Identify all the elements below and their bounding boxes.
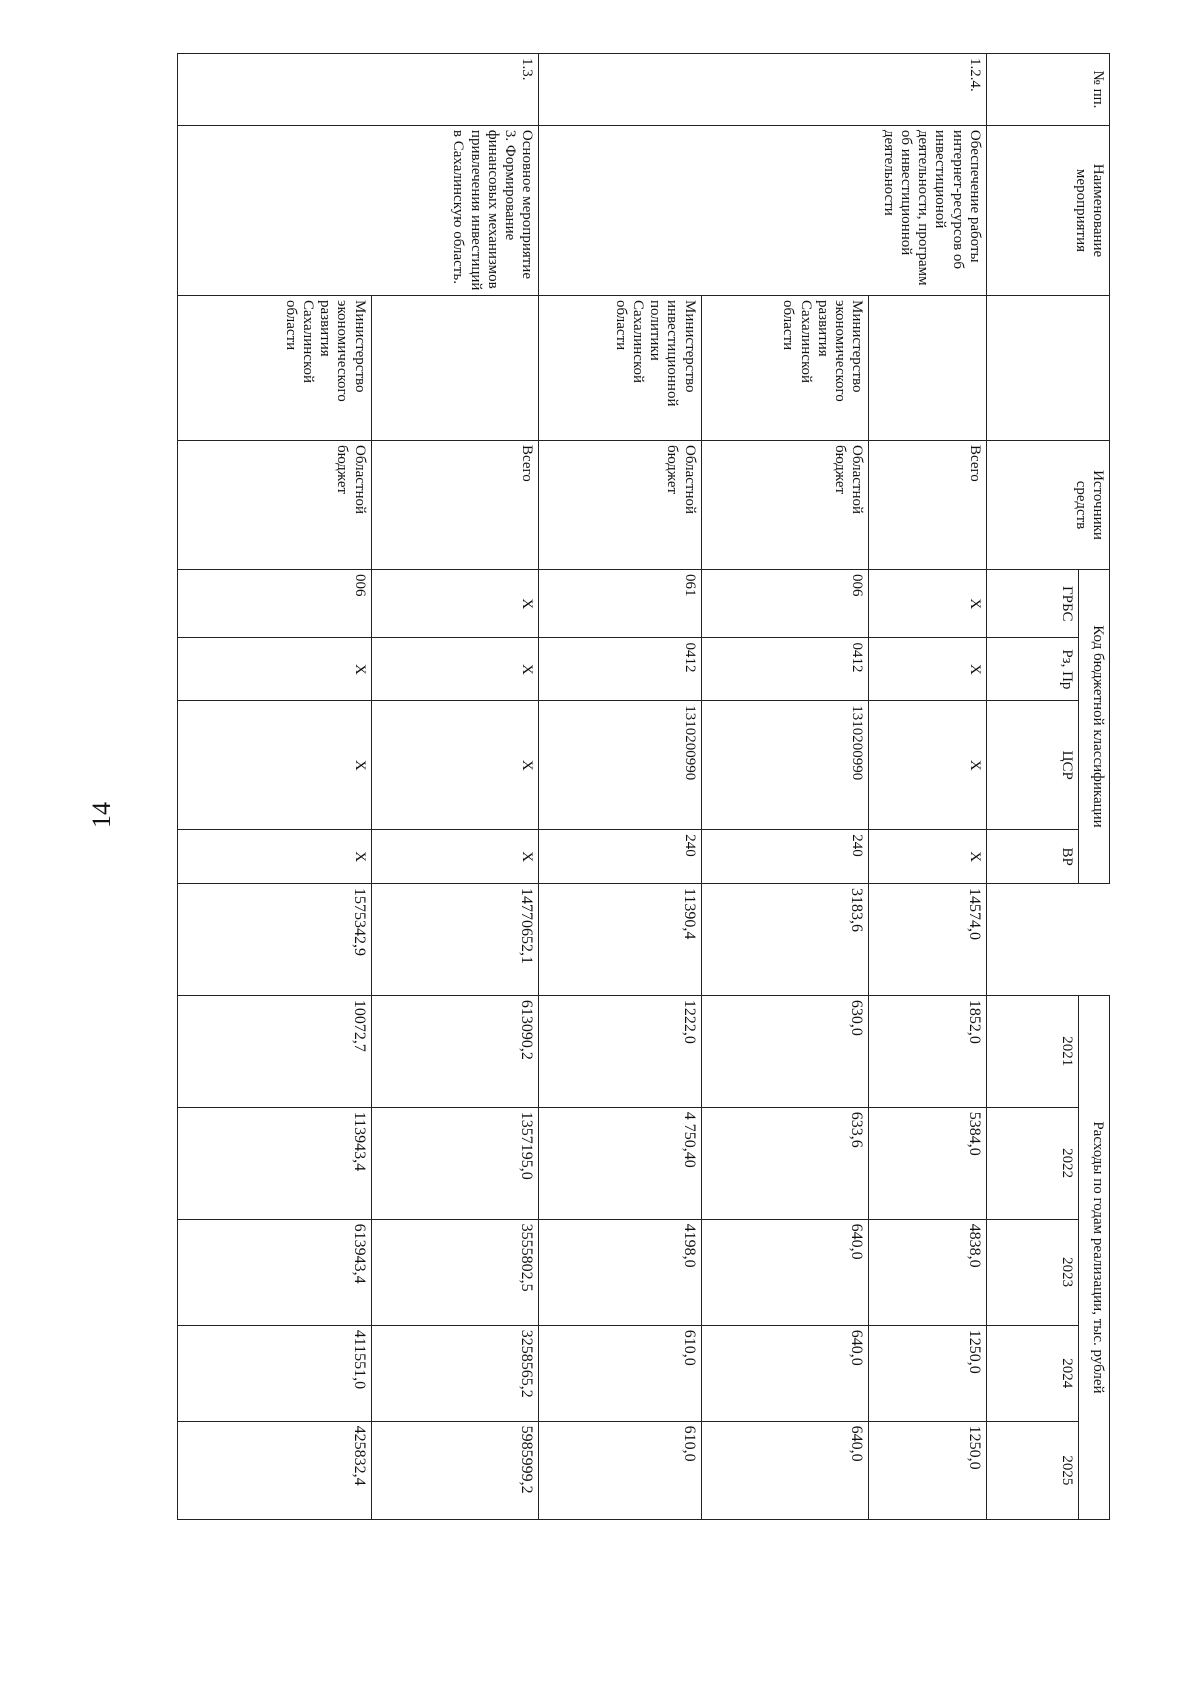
row-grbs: X — [869, 570, 986, 638]
header-no: № пп. — [986, 54, 1109, 126]
row-2021: 630,0 — [701, 995, 869, 1107]
row-exec — [371, 296, 539, 441]
row-csr: 1310200990 — [539, 701, 701, 830]
row-name: Основное мероприятие 3. Формирование финансовых механизмов привлечения инвестиций в Сахалинскую область. — [178, 125, 539, 295]
row-vr: 240 — [539, 830, 701, 884]
row-vr: X — [371, 830, 539, 884]
header-expenses: Расходы по годам реализации, тыс. рублей — [1078, 995, 1109, 1519]
header-budget-code: Код бюджетной классификации — [1078, 570, 1109, 884]
row-exec: Министерство инвестиционной политики Сахалинской области — [539, 296, 701, 441]
row-2024: 411551,0 — [178, 1325, 372, 1421]
header-exec — [986, 296, 1109, 441]
header-rzpr: Рз, Пр — [986, 638, 1078, 701]
row-2025: 425832,4 — [178, 1421, 372, 1519]
header-sources: Источники средств — [986, 441, 1109, 570]
row-2025: 5985999,2 — [371, 1421, 539, 1519]
row-2022: 633,6 — [701, 1107, 869, 1219]
row-total: 14574,0 — [869, 883, 986, 995]
row-2023: 4198,0 — [539, 1219, 701, 1325]
header-2023: 2023 — [986, 1219, 1078, 1325]
row-2023: 3555802,5 — [371, 1219, 539, 1325]
rotated-page — [177, 53, 1110, 1520]
header-csr: ЦСР — [986, 701, 1078, 830]
row-vr: 240 — [701, 830, 869, 884]
row-2025: 610,0 — [539, 1421, 701, 1519]
row-grbs: 006 — [178, 570, 372, 638]
row-no: 1.3. — [178, 54, 539, 126]
row-2021: 1222,0 — [539, 995, 701, 1107]
row-2021: 1852,0 — [869, 995, 986, 1107]
row-source: Всего — [371, 441, 539, 570]
row-rzpr: X — [869, 638, 986, 701]
row-vr: X — [178, 830, 372, 884]
row-2025: 640,0 — [701, 1421, 869, 1519]
row-total: 14770652,1 — [371, 883, 539, 995]
row-2023: 613943,4 — [178, 1219, 372, 1325]
header-2021: 2021 — [986, 995, 1078, 1107]
header-name: Наименование мероприятия — [986, 125, 1109, 295]
header-2024: 2024 — [986, 1325, 1078, 1421]
row-total: 11390,4 — [539, 883, 701, 995]
row-total: 1575342,9 — [178, 883, 372, 995]
row-2021: 613090,2 — [371, 995, 539, 1107]
row-csr: X — [371, 701, 539, 830]
row-exec — [869, 296, 986, 441]
row-2023: 4838,0 — [869, 1219, 986, 1325]
row-csr: 1310200990 — [701, 701, 869, 830]
row-grbs: 006 — [701, 570, 869, 638]
page-number: 14 — [87, 802, 116, 828]
row-source: Областной бюджет — [539, 441, 701, 570]
row-source: Всего — [869, 441, 986, 570]
row-2024: 3258565,2 — [371, 1325, 539, 1421]
row-no: 1.2.4. — [539, 54, 987, 126]
row-rzpr: X — [371, 638, 539, 701]
header-2025: 2025 — [986, 1421, 1078, 1519]
row-2024: 1250,0 — [869, 1325, 986, 1421]
row-csr: X — [178, 701, 372, 830]
header-2022: 2022 — [986, 1107, 1078, 1219]
header-total-blank — [986, 883, 1109, 995]
row-2022: 1357195,0 — [371, 1107, 539, 1219]
row-csr: X — [869, 701, 986, 830]
row-rzpr: 0412 — [539, 638, 701, 701]
row-source: Областной бюджет — [701, 441, 869, 570]
row-2022: 5384,0 — [869, 1107, 986, 1219]
row-2022: 113943,4 — [178, 1107, 372, 1219]
row-2024: 610,0 — [539, 1325, 701, 1421]
row-total: 3183,6 — [701, 883, 869, 995]
row-exec: Министерство экономического развития Сахалинской области — [178, 296, 372, 441]
row-name: Обеспечение работы интернет-ресурсов об инвестиционой деятельности, программ об инвестиционной деятельности — [539, 125, 987, 295]
row-rzpr: 0412 — [701, 638, 869, 701]
row-2025: 1250,0 — [869, 1421, 986, 1519]
row-rzpr: X — [178, 638, 372, 701]
row-2022: 4 750,40 — [539, 1107, 701, 1219]
row-grbs: 061 — [539, 570, 701, 638]
row-grbs: X — [371, 570, 539, 638]
row-exec: Министерство экономического развития Сахалинской области — [701, 296, 869, 441]
header-vr: ВР — [986, 830, 1078, 884]
row-2021: 10072,7 — [178, 995, 372, 1107]
row-2023: 640,0 — [701, 1219, 869, 1325]
budget-table — [177, 53, 1110, 1520]
row-2024: 640,0 — [701, 1325, 869, 1421]
header-grbs: ГРБС — [986, 570, 1078, 638]
row-vr: X — [869, 830, 986, 884]
row-source: Областной бюджет — [178, 441, 372, 570]
